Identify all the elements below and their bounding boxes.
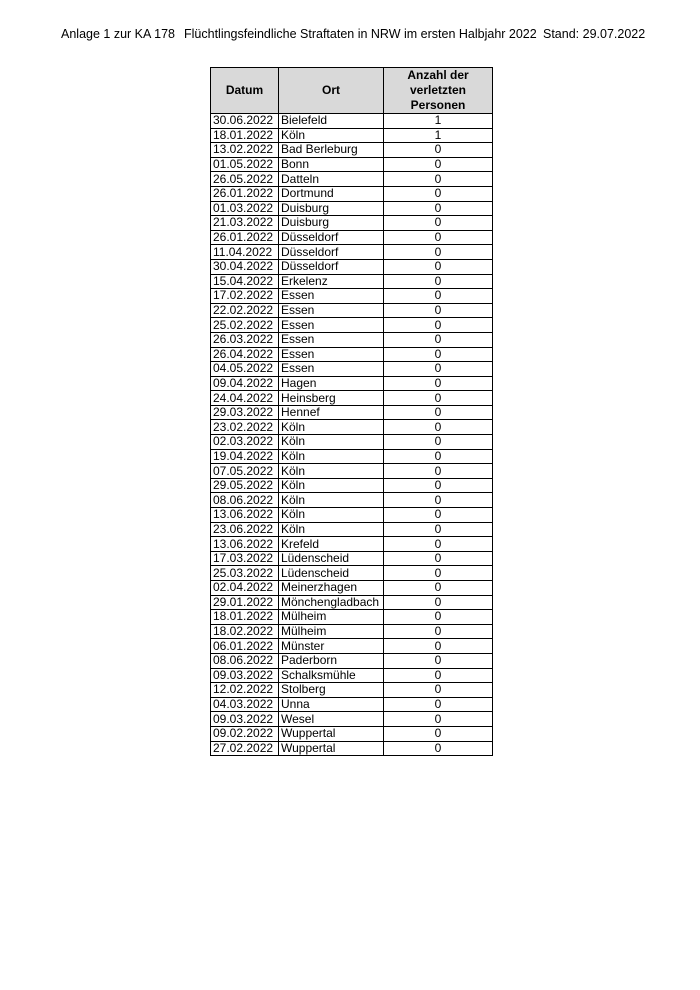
- table-row: [211, 172, 493, 187]
- table-row: [211, 478, 493, 493]
- cell-verletzte: 0: [384, 391, 493, 406]
- table-row: [211, 610, 493, 625]
- cell-ort: Essen: [279, 303, 384, 318]
- cell-ort: Erkelenz: [279, 274, 384, 289]
- cell-datum: 29.01.2022: [211, 595, 279, 610]
- cell-ort: Köln: [279, 420, 384, 435]
- cell-datum: 15.04.2022: [211, 274, 279, 289]
- cell-verletzte: 0: [384, 508, 493, 523]
- cell-datum: 24.04.2022: [211, 391, 279, 406]
- table-row: [211, 114, 493, 129]
- cell-datum: 09.03.2022: [211, 712, 279, 727]
- cell-ort: Unna: [279, 697, 384, 712]
- cell-datum: 23.06.2022: [211, 522, 279, 537]
- cell-verletzte: 0: [384, 610, 493, 625]
- table-row: [211, 332, 493, 347]
- cell-verletzte: 0: [384, 435, 493, 450]
- cell-verletzte: 0: [384, 318, 493, 333]
- table-row: [211, 289, 493, 304]
- document-annex-label: Anlage 1 zur KA 178: [61, 27, 175, 41]
- cell-verletzte: 0: [384, 697, 493, 712]
- cell-verletzte: 0: [384, 581, 493, 596]
- cell-datum: 08.06.2022: [211, 493, 279, 508]
- table-row: [211, 551, 493, 566]
- cell-datum: 27.02.2022: [211, 741, 279, 756]
- cell-datum: 18.02.2022: [211, 624, 279, 639]
- cell-ort: Münster: [279, 639, 384, 654]
- cell-ort: Mülheim: [279, 610, 384, 625]
- cell-ort: Wuppertal: [279, 726, 384, 741]
- cell-verletzte: 0: [384, 186, 493, 201]
- cell-ort: Stolberg: [279, 683, 384, 698]
- cell-verletzte: 0: [384, 201, 493, 216]
- document-date: Stand: 29.07.2022: [543, 27, 646, 41]
- table-row: [211, 420, 493, 435]
- cell-ort: Bonn: [279, 157, 384, 172]
- cell-verletzte: 0: [384, 303, 493, 318]
- cell-verletzte: 0: [384, 624, 493, 639]
- cell-verletzte: 0: [384, 216, 493, 231]
- cell-ort: Köln: [279, 493, 384, 508]
- table-row: [211, 668, 493, 683]
- cell-datum: 01.03.2022: [211, 201, 279, 216]
- table-row: [211, 508, 493, 523]
- cell-verletzte: 0: [384, 683, 493, 698]
- table-row: [211, 128, 493, 143]
- cell-datum: 09.02.2022: [211, 726, 279, 741]
- cell-verletzte: 0: [384, 478, 493, 493]
- cell-verletzte: 1: [384, 114, 493, 129]
- cell-ort: Krefeld: [279, 537, 384, 552]
- cell-verletzte: 0: [384, 726, 493, 741]
- cell-datum: 04.03.2022: [211, 697, 279, 712]
- cell-verletzte: 0: [384, 493, 493, 508]
- cell-datum: 29.03.2022: [211, 405, 279, 420]
- cell-datum: 08.06.2022: [211, 653, 279, 668]
- cell-datum: 17.03.2022: [211, 551, 279, 566]
- cell-verletzte: 0: [384, 245, 493, 260]
- offenses-table: [210, 67, 493, 756]
- cell-datum: 09.04.2022: [211, 376, 279, 391]
- cell-ort: Mülheim: [279, 624, 384, 639]
- cell-ort: Heinsberg: [279, 391, 384, 406]
- cell-datum: 22.02.2022: [211, 303, 279, 318]
- cell-datum: 13.02.2022: [211, 143, 279, 158]
- cell-ort: Wuppertal: [279, 741, 384, 756]
- table-row: [211, 274, 493, 289]
- cell-datum: 02.04.2022: [211, 581, 279, 596]
- cell-ort: Essen: [279, 289, 384, 304]
- cell-verletzte: 0: [384, 639, 493, 654]
- cell-verletzte: 0: [384, 259, 493, 274]
- document-title: Flüchtlingsfeindliche Straftaten in NRW im ersten Halbjahr 2022: [184, 27, 537, 41]
- cell-datum: 17.02.2022: [211, 289, 279, 304]
- cell-verletzte: 0: [384, 741, 493, 756]
- cell-verletzte: 0: [384, 420, 493, 435]
- table-body: [211, 114, 493, 756]
- table-row: [211, 405, 493, 420]
- cell-ort: Köln: [279, 508, 384, 523]
- cell-verletzte: 0: [384, 522, 493, 537]
- table-header-row: [211, 68, 493, 114]
- table-row: [211, 362, 493, 377]
- cell-ort: Duisburg: [279, 216, 384, 231]
- cell-verletzte: 1: [384, 128, 493, 143]
- cell-ort: Köln: [279, 435, 384, 450]
- cell-ort: Wesel: [279, 712, 384, 727]
- table-row: [211, 581, 493, 596]
- cell-datum: 30.04.2022: [211, 259, 279, 274]
- table-row: [211, 683, 493, 698]
- cell-ort: Mönchengladbach: [279, 595, 384, 610]
- cell-ort: Duisburg: [279, 201, 384, 216]
- cell-ort: Düsseldorf: [279, 245, 384, 260]
- cell-verletzte: 0: [384, 230, 493, 245]
- table-row: [211, 449, 493, 464]
- cell-datum: 13.06.2022: [211, 508, 279, 523]
- cell-datum: 26.03.2022: [211, 332, 279, 347]
- cell-datum: 13.06.2022: [211, 537, 279, 552]
- table-row: [211, 376, 493, 391]
- cell-datum: 12.02.2022: [211, 683, 279, 698]
- table-row: [211, 522, 493, 537]
- cell-ort: Hennef: [279, 405, 384, 420]
- table-row: [211, 741, 493, 756]
- table-row: [211, 726, 493, 741]
- cell-datum: 06.01.2022: [211, 639, 279, 654]
- cell-ort: Essen: [279, 318, 384, 333]
- cell-datum: 26.05.2022: [211, 172, 279, 187]
- cell-ort: Datteln: [279, 172, 384, 187]
- cell-verletzte: 0: [384, 274, 493, 289]
- cell-datum: 25.03.2022: [211, 566, 279, 581]
- cell-datum: 04.05.2022: [211, 362, 279, 377]
- cell-datum: 23.02.2022: [211, 420, 279, 435]
- cell-datum: 09.03.2022: [211, 668, 279, 683]
- table-row: [211, 303, 493, 318]
- table-row: [211, 216, 493, 231]
- cell-verletzte: 0: [384, 449, 493, 464]
- cell-datum: 29.05.2022: [211, 478, 279, 493]
- table-row: [211, 318, 493, 333]
- cell-ort: Essen: [279, 362, 384, 377]
- cell-verletzte: 0: [384, 595, 493, 610]
- cell-verletzte: 0: [384, 537, 493, 552]
- cell-ort: Bad Berleburg: [279, 143, 384, 158]
- cell-verletzte: 0: [384, 668, 493, 683]
- cell-ort: Düsseldorf: [279, 230, 384, 245]
- cell-ort: Paderborn: [279, 653, 384, 668]
- cell-verletzte: 0: [384, 332, 493, 347]
- cell-datum: 02.03.2022: [211, 435, 279, 450]
- table-row: [211, 245, 493, 260]
- cell-ort: Düsseldorf: [279, 259, 384, 274]
- cell-verletzte: 0: [384, 712, 493, 727]
- table-row: [211, 493, 493, 508]
- table-row: [211, 595, 493, 610]
- cell-ort: Köln: [279, 128, 384, 143]
- cell-datum: 07.05.2022: [211, 464, 279, 479]
- cell-verletzte: 0: [384, 289, 493, 304]
- table-row: [211, 639, 493, 654]
- cell-ort: Bielefeld: [279, 114, 384, 129]
- table-row: [211, 537, 493, 552]
- cell-verletzte: 0: [384, 362, 493, 377]
- table-row: [211, 347, 493, 362]
- cell-datum: 18.01.2022: [211, 128, 279, 143]
- table-row: [211, 230, 493, 245]
- cell-ort: Köln: [279, 464, 384, 479]
- cell-verletzte: 0: [384, 551, 493, 566]
- cell-ort: Dortmund: [279, 186, 384, 201]
- column-header-verletzte: Anzahl der verletzten Personen: [384, 68, 493, 114]
- cell-verletzte: 0: [384, 464, 493, 479]
- column-header-datum: Datum: [211, 68, 279, 114]
- table-row: [211, 157, 493, 172]
- cell-verletzte: 0: [384, 157, 493, 172]
- cell-verletzte: 0: [384, 405, 493, 420]
- cell-datum: 19.04.2022: [211, 449, 279, 464]
- cell-ort: Essen: [279, 347, 384, 362]
- table-row: [211, 201, 493, 216]
- cell-ort: Köln: [279, 478, 384, 493]
- cell-ort: Hagen: [279, 376, 384, 391]
- cell-verletzte: 0: [384, 143, 493, 158]
- column-header-ort: Ort: [279, 68, 384, 114]
- cell-datum: 01.05.2022: [211, 157, 279, 172]
- cell-ort: Essen: [279, 332, 384, 347]
- cell-ort: Schalksmühle: [279, 668, 384, 683]
- cell-verletzte: 0: [384, 347, 493, 362]
- table-row: [211, 653, 493, 668]
- cell-verletzte: 0: [384, 566, 493, 581]
- cell-verletzte: 0: [384, 376, 493, 391]
- cell-datum: 30.06.2022: [211, 114, 279, 129]
- cell-ort: Lüdenscheid: [279, 551, 384, 566]
- cell-ort: Lüdenscheid: [279, 566, 384, 581]
- cell-ort: Meinerzhagen: [279, 581, 384, 596]
- table-row: [211, 712, 493, 727]
- cell-ort: Köln: [279, 522, 384, 537]
- table-row: [211, 697, 493, 712]
- table-row: [211, 435, 493, 450]
- cell-verletzte: 0: [384, 172, 493, 187]
- cell-ort: Köln: [279, 449, 384, 464]
- cell-datum: 26.01.2022: [211, 230, 279, 245]
- table-row: [211, 186, 493, 201]
- cell-verletzte: 0: [384, 653, 493, 668]
- table-row: [211, 259, 493, 274]
- table-row: [211, 566, 493, 581]
- cell-datum: 26.01.2022: [211, 186, 279, 201]
- table-row: [211, 143, 493, 158]
- table-row: [211, 464, 493, 479]
- cell-datum: 11.04.2022: [211, 245, 279, 260]
- table-row: [211, 624, 493, 639]
- table-row: [211, 391, 493, 406]
- cell-datum: 25.02.2022: [211, 318, 279, 333]
- cell-datum: 21.03.2022: [211, 216, 279, 231]
- cell-datum: 26.04.2022: [211, 347, 279, 362]
- cell-datum: 18.01.2022: [211, 610, 279, 625]
